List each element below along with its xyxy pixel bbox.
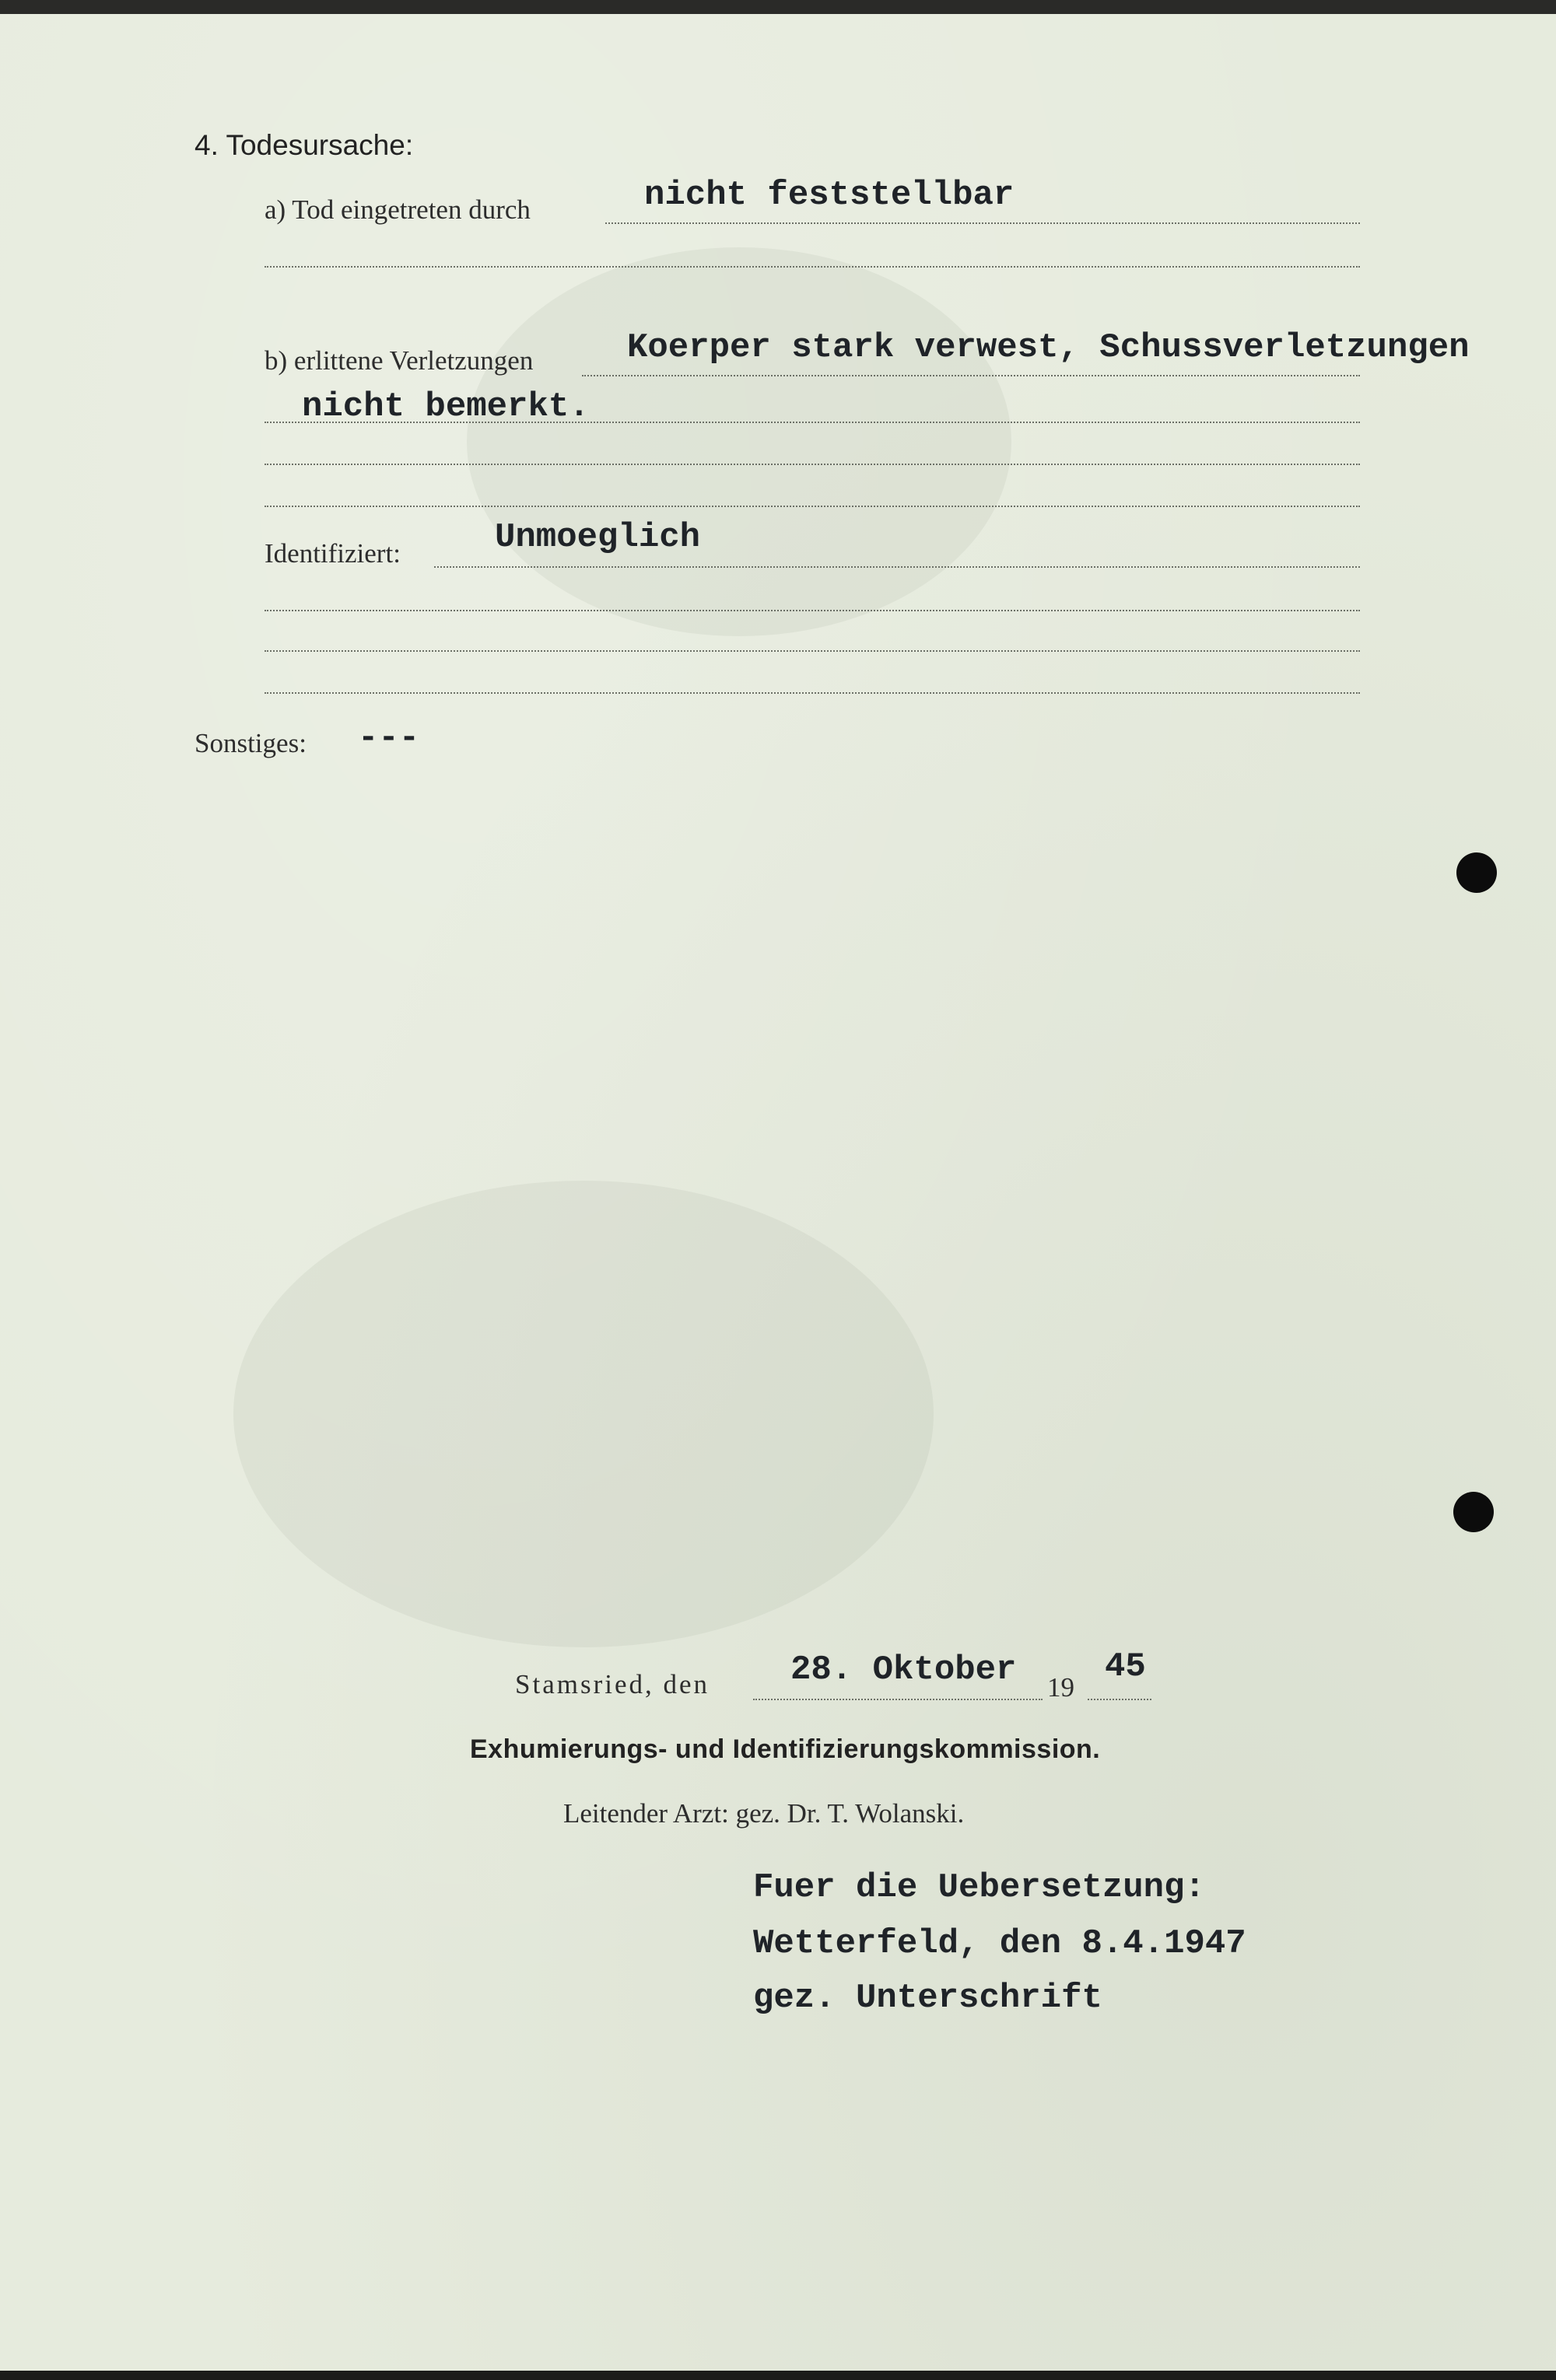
identified-line	[434, 566, 1360, 568]
date-line	[753, 1699, 1043, 1700]
date-value: 28. Oktober	[790, 1650, 1017, 1689]
doctor-line: Leitender Arzt: gez. Dr. T. Wolanski.	[563, 1798, 965, 1829]
injuries-label: b) erlittene Verletzungen	[265, 345, 534, 376]
paper-stain	[233, 1181, 934, 1647]
scan-bottom-edge	[0, 2371, 1556, 2380]
cause-value: nicht feststellbar	[644, 176, 1015, 215]
commission-title: Exhumierungs- und Identifizierungskommission.	[470, 1734, 1101, 1764]
punch-hole-bottom	[1453, 1492, 1494, 1532]
cause-line	[605, 222, 1360, 224]
cause-label: a) Tod eingetreten durch	[265, 194, 531, 225]
injuries-value-line2: nicht bemerkt.	[302, 387, 590, 426]
injuries-line	[582, 375, 1360, 376]
document-page	[0, 14, 1556, 2371]
translation-line-2: Wetterfeld, den 8.4.1947	[753, 1924, 1246, 1963]
other-label: Sonstiges:	[194, 728, 307, 758]
injuries-value-line1: Koerper stark verwest, Schussverletzungen	[627, 328, 1470, 367]
paper-stain	[467, 247, 1011, 636]
place-date-prefix: Stamsried, den	[515, 1669, 710, 1699]
injuries-line-3	[265, 464, 1360, 465]
punch-hole-top	[1456, 852, 1497, 893]
century: 19	[1047, 1672, 1074, 1703]
identified-line-2	[265, 610, 1360, 611]
identified-line-4	[265, 692, 1360, 694]
identified-label: Identifiziert:	[265, 538, 401, 569]
injuries-line-2	[265, 422, 1360, 423]
cause-line-extra	[265, 266, 1360, 268]
translation-line-1: Fuer die Uebersetzung:	[753, 1868, 1205, 1907]
other-value: ---	[358, 719, 420, 758]
identified-line-3	[265, 650, 1360, 652]
year-value: 45	[1105, 1647, 1146, 1686]
year-line	[1088, 1699, 1151, 1700]
translation-line-3: gez. Unterschrift	[753, 1979, 1102, 2018]
injuries-line-4	[265, 506, 1360, 507]
section-heading: 4. Todesursache:	[194, 129, 414, 161]
identified-value: Unmoeglich	[495, 518, 701, 557]
